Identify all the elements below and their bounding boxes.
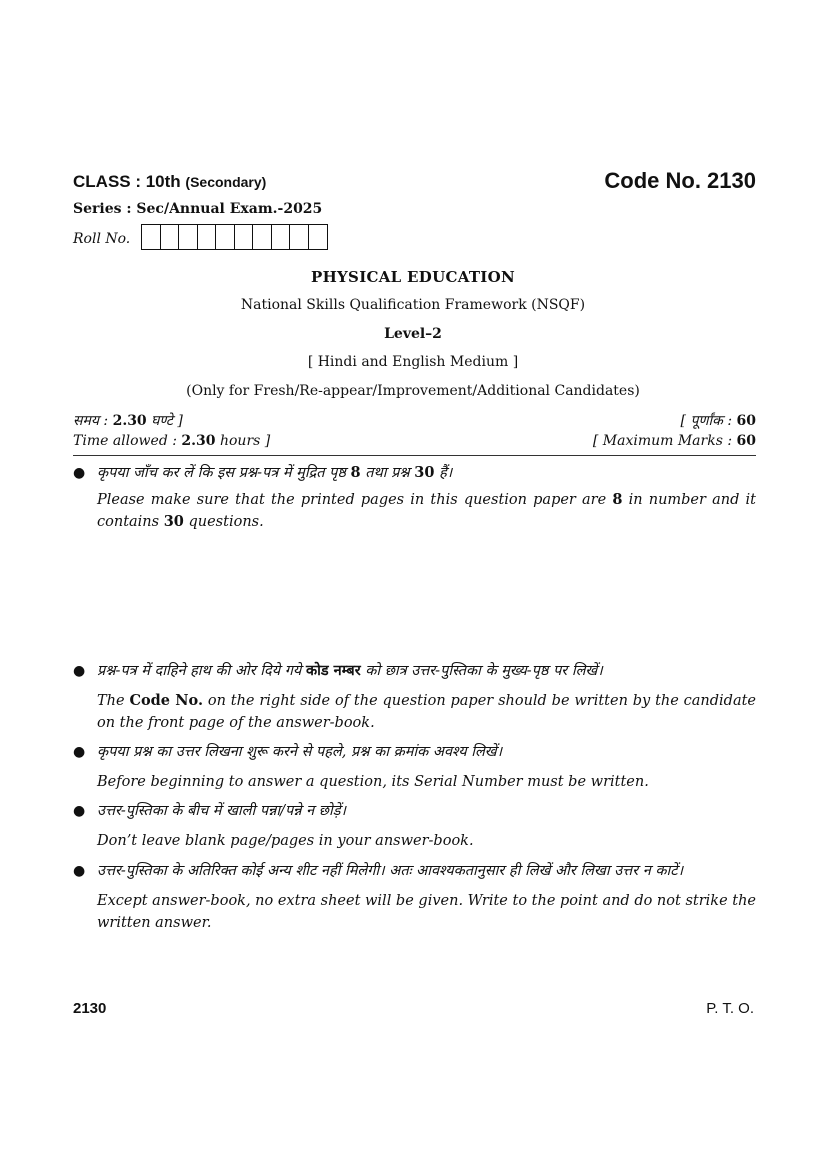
- instruction-hindi: कृपया प्रश्न का उत्तर लिखना शुरू करने से पहले, प्रश्न का क्रमांक अवश्य लिखें।: [97, 744, 503, 760]
- instruction-english: [73, 489, 756, 533]
- en-pages-count: 8: [612, 491, 623, 508]
- instruction-hindi: [73, 660, 756, 682]
- english-marks-value: 60: [736, 433, 756, 449]
- roll-digit-box[interactable]: [235, 225, 254, 249]
- class-label: CLASS : 10th: [73, 172, 181, 191]
- roll-digit-box[interactable]: [216, 225, 235, 249]
- roll-digit-box[interactable]: [179, 225, 198, 249]
- candidates-line: (Only for Fresh/Re-appear/Improvement/Additional Candidates): [186, 383, 640, 399]
- instruction-code-number: [73, 660, 756, 734]
- en-text: The: [97, 693, 125, 709]
- roll-digit-box[interactable]: [309, 225, 328, 249]
- hindi-marks-value: 60: [736, 413, 756, 429]
- roll-digit-box[interactable]: [142, 225, 161, 249]
- bullet-icon: ●: [73, 863, 86, 879]
- en-questions-count: 30: [163, 513, 184, 530]
- en-text: questions.: [188, 514, 264, 530]
- instruction-hindi: उत्तर-पुस्तिका के अतिरिक्त कोई अन्य शीट नहीं मिलेगी। अतः आवश्यकतानुसार ही लिखें और लिखा उत्तर न काटें।: [97, 863, 684, 879]
- english-max-marks: [593, 433, 756, 449]
- hindi-time-label: समय :: [73, 413, 109, 429]
- hi-pages-count: 8: [350, 464, 361, 481]
- instruction-english: Don’t leave blank page/pages in your answer-book.: [97, 833, 474, 849]
- instruction-english: [73, 690, 756, 734]
- hi-questions-count: 30: [414, 464, 435, 481]
- instruction-hindi: [73, 462, 756, 484]
- bullet-icon: ●: [73, 663, 86, 679]
- instruction-serial-number: [73, 741, 756, 793]
- english-time-value: 2.30: [181, 433, 216, 449]
- hi-text: हैं।: [439, 465, 453, 481]
- footer-code: 2130: [73, 1000, 107, 1017]
- roll-digit-box[interactable]: [290, 225, 309, 249]
- footer-pto: P. T. O.: [706, 1000, 754, 1017]
- en-code-number-term: Code No.: [129, 692, 204, 709]
- subject-title: PHYSICAL EDUCATION: [311, 268, 515, 286]
- instruction-english: Before beginning to answer a question, its Serial Number must be written.: [97, 774, 649, 790]
- hi-text: कृपया जाँच कर लें कि इस प्रश्न-पत्र में मुद्रित पृष्ठ: [97, 465, 346, 481]
- english-time-unit: hours ]: [219, 433, 271, 449]
- hi-text: प्रश्न-पत्र में दाहिने हाथ की ओर दिये गये: [97, 663, 302, 679]
- class-sub: (Secondary): [185, 174, 267, 190]
- hi-code-number-term: कोड नम्बर: [305, 662, 361, 679]
- instruction-pages-check: [73, 462, 756, 533]
- instruction-english: Except answer-book, no extra sheet will be given. Write to the point and do not strike the written answer.: [97, 893, 756, 931]
- header-divider: [73, 455, 756, 456]
- roll-digit-box[interactable]: [253, 225, 272, 249]
- code-number: Code No. 2130: [604, 168, 756, 193]
- level-line: Level–2: [384, 326, 442, 342]
- hi-text: को छात्र उत्तर-पुस्तिका के मुख्य-पृष्ठ पर लिखें।: [365, 663, 603, 679]
- en-text: in number and it contains: [97, 492, 756, 530]
- english-time-allowed: [73, 433, 270, 449]
- en-text: on the right side of the question paper should be written by the candidate on the front page of the answer-book.: [97, 693, 757, 731]
- hindi-marks-label: [ पूर्णांक :: [680, 413, 733, 429]
- instruction-extra-sheet: [73, 860, 756, 934]
- hindi-max-marks: [681, 411, 756, 430]
- roll-no-label: Roll No.: [73, 231, 131, 247]
- roll-no-boxes[interactable]: [141, 224, 328, 250]
- roll-digit-box[interactable]: [272, 225, 291, 249]
- instruction-hindi: उत्तर-पुस्तिका के बीच में खाली पन्ना/पन्ने न छोड़ें।: [97, 803, 346, 819]
- hindi-time-value: 2.30: [112, 413, 147, 429]
- framework-line: National Skills Qualification Framework (NSQF): [240, 297, 586, 313]
- bullet-icon: ●: [73, 803, 86, 819]
- bullet-icon: ●: [73, 744, 86, 760]
- series-line: Series : Sec/Annual Exam.-2025: [73, 201, 323, 217]
- class-line: [73, 172, 266, 192]
- roll-digit-box[interactable]: [161, 225, 180, 249]
- instruction-blank-pages: [73, 800, 756, 852]
- hindi-time-unit: घण्टे ]: [151, 413, 183, 429]
- bullet-icon: ●: [73, 465, 86, 481]
- hindi-time-allowed: [73, 411, 183, 430]
- roll-digit-box[interactable]: [198, 225, 217, 249]
- medium-line: [ Hindi and English Medium ]: [307, 354, 519, 370]
- hi-text: तथा प्रश्न: [365, 465, 410, 481]
- en-text: Please make sure that the printed pages in this question paper are: [97, 492, 607, 508]
- english-marks-label: [ Maximum Marks :: [592, 433, 733, 449]
- english-time-label: Time allowed :: [73, 433, 177, 449]
